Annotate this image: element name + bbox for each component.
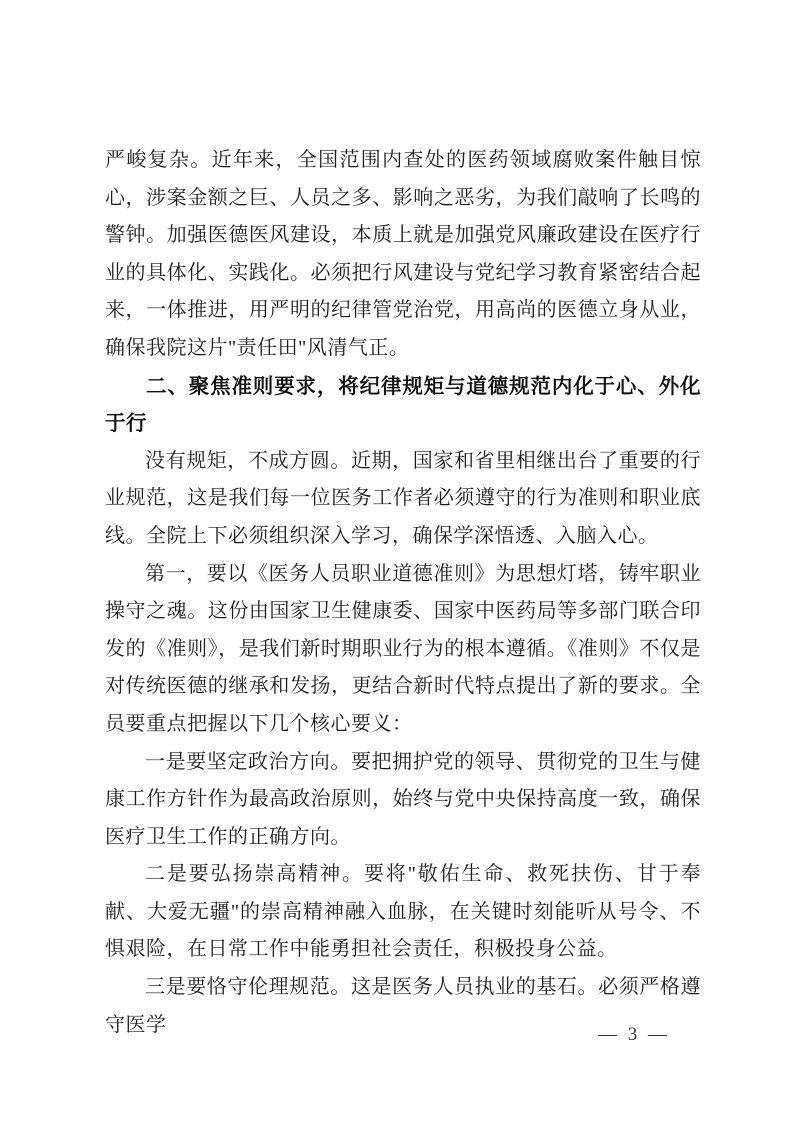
paragraph: 一是要坚定政治方向。要把拥护党的领导、贯彻党的卫生与健康工作方针作为最高政治原则，始终与党中央保持高度一致，确保医疗卫生工作的正确方向。 xyxy=(105,750,701,848)
paragraph-continuation: 严峻复杂。近年来，全国范围内查处的医药领域腐败案件触目惊心，涉案金额之巨、人员之多、影响之恶劣，为我们敲响了长鸣的警钟。加强医德医风建设，本质上就是加强党风廉政建设在医疗行业的具体化、实践化。必须把行风建设与党纪学习教育紧密结合起来，一体推进，用严明的纪律管党治党，用高尚的医德立身从业，确保我院这片"责任田"风清气正。 xyxy=(105,149,701,359)
paragraph: 二是要弘扬崇高精神。要将"敬佑生命、救死扶伤、甘于奉献、大爱无疆"的崇高精神融入血脉，在关键时刻能听从号令、不惧艰险，在日常工作中能勇担社会责任，积极投身公益。 xyxy=(105,863,701,961)
paragraph: 三是要恪守伦理规范。这是医务人员执业的基石。必须严格遵守医学 xyxy=(105,976,701,1036)
document-body xyxy=(105,142,701,1044)
paragraph: 第一，要以《医务人员职业道德准则》为思想灯塔，铸牢职业操守之魂。这份由国家卫生健康委、国家中医药局等多部门联合印发的《准则》，是我们新时期职业行为的根本遵循。《准则》不仅是对传统医德的继承和发扬，更结合新时代特点提出了新的要求。全员要重点把握以下几个核心要义： xyxy=(105,562,701,735)
page-footer xyxy=(0,1024,793,1054)
paragraph: 没有规矩，不成方圆。近期，国家和省里相继出台了重要的行业规范，这是我们每一位医务工作者必须遵守的行为准则和职业底线。全院上下必须组织深入学习，确保学深悟透、入脑入心。 xyxy=(105,449,701,547)
page-number: — 3 — xyxy=(598,1024,670,1045)
section-heading: 二、聚焦准则要求，将纪律规矩与道德规范内化于心、外化于行 xyxy=(105,374,701,436)
